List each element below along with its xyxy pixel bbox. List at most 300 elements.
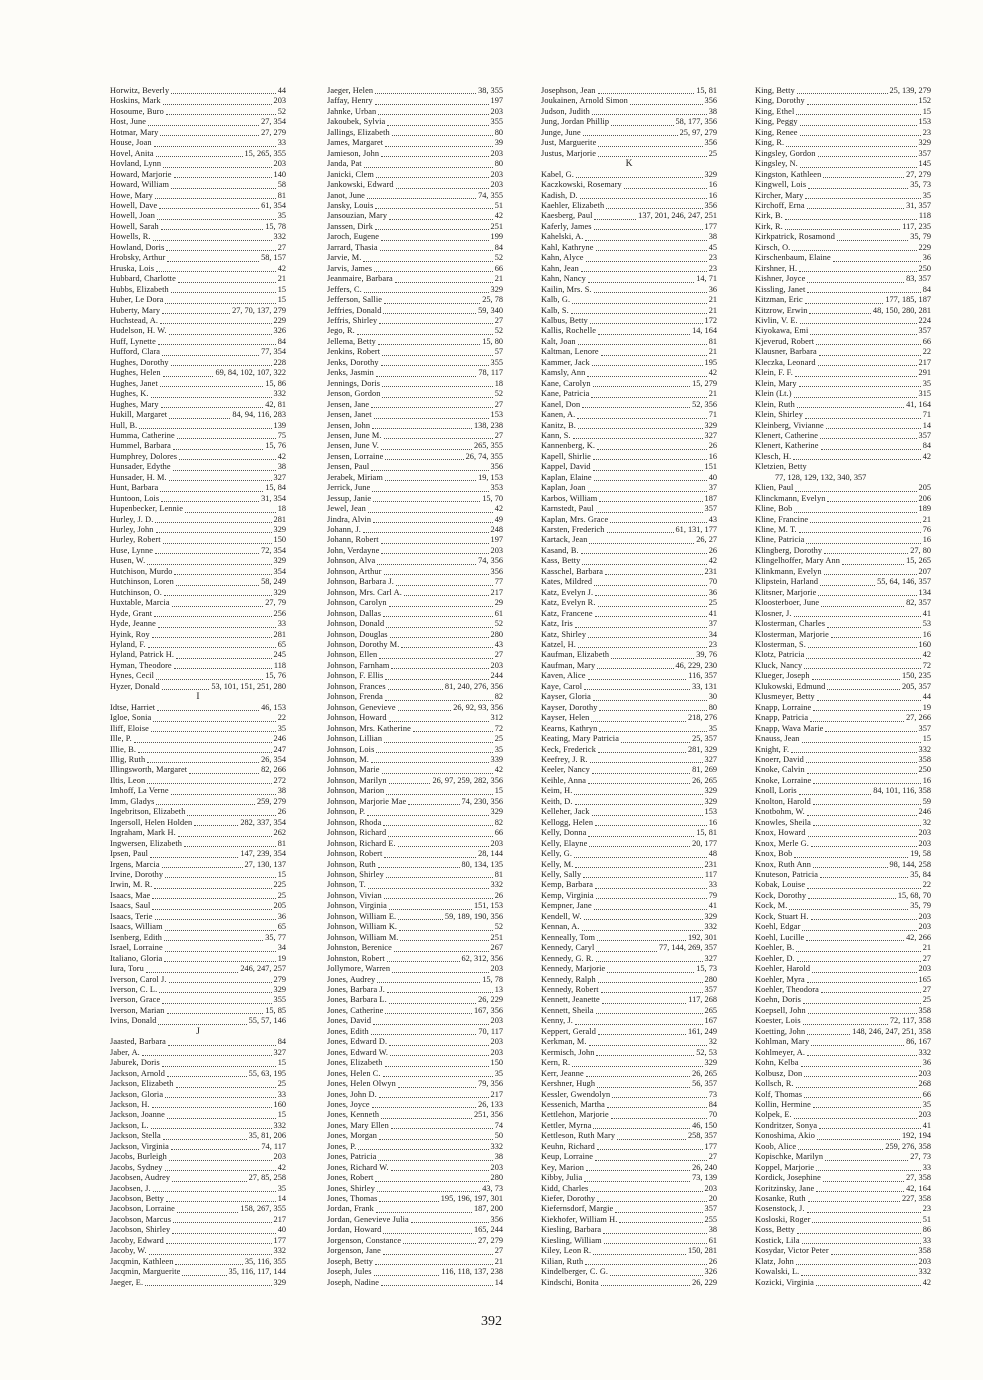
- entry-pages: 203: [273, 96, 286, 106]
- entry-pages: 22: [277, 713, 286, 723]
- entry-name: Iverson, Marian: [110, 1005, 165, 1015]
- dot-leader: [384, 438, 493, 439]
- dot-leader: [173, 1222, 271, 1223]
- index-entry: [327, 943, 503, 953]
- index-entry: [110, 713, 286, 723]
- index-entry: [327, 431, 503, 441]
- entry-name: Klesch, H.: [755, 451, 792, 461]
- entry-pages: 15, 86: [265, 378, 286, 388]
- entry-name: Kaufman, Mary: [541, 660, 596, 670]
- entry-pages: 140: [273, 169, 286, 179]
- index-entry: [541, 1069, 717, 1079]
- entry-pages: 27, 70, 137, 279: [232, 305, 286, 315]
- entry-name: Johnson, Ellen: [327, 650, 378, 660]
- dot-leader: [151, 1128, 272, 1129]
- entry-name: Knotbohm, W.: [755, 807, 805, 817]
- index-entry: [541, 954, 717, 964]
- dot-leader: [794, 616, 921, 617]
- dot-leader: [805, 418, 921, 419]
- entry-name: Jacqmin, Kathleen: [110, 1256, 174, 1266]
- entry-name: Jewel, Jean: [327, 504, 366, 514]
- dot-leader: [593, 700, 707, 701]
- index-entry: [110, 1225, 286, 1235]
- dot-leader: [160, 386, 263, 387]
- index-entry: [327, 483, 503, 493]
- entry-pages: 81, 240, 276, 356: [444, 681, 503, 691]
- entry-name: Jenks, Dorothy: [327, 357, 379, 367]
- entry-pages: 15, 80: [482, 336, 503, 346]
- entry-pages: 82: [494, 817, 503, 827]
- entry-pages: 258, 357: [687, 1131, 717, 1141]
- dot-leader: [807, 982, 917, 983]
- entry-name: Katz, Iris: [541, 619, 573, 629]
- index-entry: [327, 598, 503, 608]
- entry-pages: 152: [918, 96, 931, 106]
- dot-leader: [588, 679, 687, 680]
- entry-pages: 177: [704, 221, 717, 231]
- entry-name: Kahn, Nancy: [541, 274, 586, 284]
- index-entry: [541, 640, 717, 650]
- dot-leader: [797, 961, 921, 962]
- index-entry: [541, 274, 717, 284]
- dot-leader: [597, 668, 673, 669]
- index-entry: [327, 316, 503, 326]
- index-entry: [327, 379, 503, 389]
- index-entry: [755, 347, 931, 357]
- entry-pages: 177: [273, 1235, 286, 1245]
- entry-pages: 55, 57, 146: [248, 1016, 286, 1026]
- index-entry: [327, 891, 503, 901]
- index-entry: [110, 243, 286, 253]
- index-entry: [755, 1121, 931, 1131]
- dot-leader: [395, 282, 493, 283]
- entry-pages: 187, 200: [473, 1204, 503, 1214]
- dot-leader: [367, 815, 488, 816]
- entry-pages: 26, 229: [478, 995, 503, 1005]
- dot-leader: [599, 710, 706, 711]
- dot-leader: [386, 627, 492, 628]
- entry-name: Imm, Gladys: [110, 796, 155, 806]
- entry-pages: 52: [494, 389, 503, 399]
- entry-name: Hyde, Grant: [110, 608, 153, 618]
- entry-name: Hurley, J. D.: [110, 514, 154, 524]
- index-entry: [755, 316, 931, 326]
- entry-name: Jackson, H.: [110, 1099, 150, 1109]
- entry-name: Klitsner, Marjorie: [755, 587, 817, 597]
- entry-pages: 28, 144: [478, 849, 503, 859]
- index-entry: [755, 995, 931, 1005]
- entry-name: Jollymore, Warren: [327, 964, 391, 974]
- entry-pages: 37: [708, 483, 717, 493]
- entry-pages: 27, 130, 137: [244, 859, 286, 869]
- index-entry: [110, 786, 286, 796]
- index-entry: [327, 1236, 503, 1246]
- index-entry: [541, 222, 717, 232]
- entry-name: Kaye, Carol: [541, 681, 583, 691]
- dot-leader: [159, 208, 259, 209]
- index-entry: [755, 1027, 931, 1037]
- dot-leader: [363, 532, 489, 533]
- index-entry: [541, 1027, 717, 1037]
- dot-leader: [169, 480, 272, 481]
- entry-pages: 65: [277, 640, 286, 650]
- index-entry: [541, 285, 717, 295]
- dot-leader: [174, 177, 272, 178]
- entry-name: Isaacs, Saul: [110, 901, 151, 911]
- entry-pages: 40: [277, 1225, 286, 1235]
- entry-name: Irvine, Dorothy: [110, 869, 164, 879]
- entry-pages: 25: [277, 1079, 286, 1089]
- entry-pages: 35, 116, 355: [244, 1256, 286, 1266]
- dot-leader: [157, 710, 259, 711]
- index-entry: [541, 441, 717, 451]
- entry-name: Knoerr, David: [755, 755, 804, 764]
- index-entry: [541, 410, 717, 420]
- entry-name: Klingberg, Dorothy: [755, 545, 823, 555]
- dot-leader: [385, 1013, 472, 1014]
- entry-pages: 262: [273, 828, 286, 838]
- dot-leader: [155, 919, 276, 920]
- dot-leader: [387, 125, 488, 126]
- index-entry: [755, 901, 931, 911]
- index-entry: [327, 567, 503, 577]
- entry-name: Illie, B.: [110, 744, 137, 754]
- entry-name: Kindelberger, C. G.: [541, 1267, 609, 1277]
- dot-leader: [827, 627, 921, 628]
- index-entry: [327, 1048, 503, 1058]
- entry-name: Jaburek, Doris: [110, 1058, 160, 1068]
- entry-pages: 16: [922, 629, 931, 639]
- dot-leader: [811, 919, 917, 920]
- dot-leader: [786, 146, 916, 147]
- entry-pages: 329: [704, 420, 717, 430]
- index-entry: [327, 264, 503, 274]
- entry-pages: 247: [273, 744, 286, 754]
- dot-leader: [805, 303, 884, 304]
- entry-name: Kock, Stuart H.: [755, 911, 809, 921]
- index-entry: [541, 306, 717, 316]
- index-entry: [541, 264, 717, 274]
- entry-name: Ingebritson, Elizabeth: [110, 807, 186, 817]
- dot-leader: [364, 292, 489, 293]
- dot-leader: [382, 773, 493, 774]
- index-entry: [327, 1121, 503, 1131]
- entry-pages: 280: [490, 629, 503, 639]
- entry-name: Kingston, Kathleen: [755, 169, 822, 179]
- index-entry: [327, 849, 503, 859]
- entry-name: Kline, Francine: [755, 514, 809, 524]
- dot-leader: [169, 1160, 272, 1161]
- index-entry: [755, 755, 931, 765]
- index-entry: [110, 619, 286, 629]
- entry-name: Johnson, Carolyn: [327, 598, 387, 608]
- index-entry: [327, 745, 503, 755]
- entry-pages: 205: [273, 901, 286, 911]
- index-entry: [327, 128, 503, 138]
- entry-pages: 69, 84, 102, 107, 322: [215, 368, 286, 378]
- dot-leader: [384, 303, 480, 304]
- dot-leader: [573, 438, 703, 439]
- dot-leader: [168, 1045, 276, 1046]
- dot-leader: [584, 689, 690, 690]
- entry-name: Hull, B.: [110, 420, 138, 430]
- dot-leader: [390, 1055, 488, 1056]
- entry-pages: 41: [922, 1120, 931, 1130]
- dot-leader: [615, 1212, 702, 1213]
- entry-name: Kelly, Sally: [541, 869, 582, 879]
- entry-pages: 27, 279: [906, 169, 931, 179]
- entry-pages: 281: [273, 514, 286, 524]
- index-entry: [327, 954, 503, 964]
- entry-name: Kibby, Julia: [541, 1173, 583, 1183]
- index-entry: [110, 149, 286, 159]
- entry-name: Jenson, Gordon: [327, 389, 381, 399]
- entry-pages: 26, 265: [692, 1068, 717, 1078]
- entry-pages: 192, 301: [687, 932, 717, 942]
- index-entry: [541, 598, 717, 608]
- dot-leader: [158, 1024, 246, 1025]
- index-entry: [110, 1267, 286, 1277]
- dot-leader: [804, 1076, 916, 1077]
- index-entry: [755, 912, 931, 922]
- entry-pages: 53, 101, 151, 251, 280: [211, 681, 286, 691]
- dot-leader: [818, 595, 916, 596]
- entry-pages: 52: [494, 619, 503, 629]
- entry-name: Johnson, Marion: [327, 786, 385, 796]
- entry-name: Jensen, Jane: [327, 399, 370, 409]
- entry-name: Huff, Lynette: [110, 336, 156, 346]
- entry-pages: 61: [494, 608, 503, 618]
- entry-name: Josephson, Jean: [541, 86, 596, 95]
- entry-name: Hyde, Jeanne: [110, 619, 156, 629]
- entry-name: Keck, Frederick: [541, 744, 596, 754]
- index-entry: [110, 483, 286, 493]
- index-entry: [541, 1246, 717, 1256]
- entry-name: Jacobs, Burleigh: [110, 1152, 167, 1162]
- entry-name: Kitzrow, Erwin: [755, 305, 808, 315]
- entry-name: Hunsader, Edythe: [110, 462, 171, 472]
- entry-pages: 165: [918, 974, 931, 984]
- entry-pages: 280: [704, 974, 717, 984]
- index-entry: [541, 128, 717, 138]
- index-entry: [327, 1225, 503, 1235]
- index-entry: [327, 1152, 503, 1162]
- entry-name: Kohlman, Mary: [755, 1037, 810, 1047]
- index-entry: [541, 713, 717, 723]
- index-entry: [327, 1267, 503, 1277]
- entry-name: Hovland, Lynn: [110, 159, 162, 169]
- entry-name: Kadish, D.: [541, 190, 578, 200]
- entry-pages: 27: [494, 399, 503, 409]
- entry-name: King, Betty: [755, 86, 795, 95]
- entry-name: Kirk, B.: [755, 211, 783, 221]
- entry-name: Knight, F.: [755, 744, 790, 754]
- index-entry: [541, 912, 717, 922]
- index-entry: [327, 765, 503, 775]
- dot-leader: [161, 229, 263, 230]
- entry-pages: 15, 73: [696, 964, 717, 974]
- entry-pages: 23: [922, 127, 931, 137]
- index-entry: [327, 577, 503, 587]
- dot-leader: [598, 93, 695, 94]
- index-entry: [755, 734, 931, 744]
- entry-pages: 217: [490, 1089, 503, 1099]
- dot-leader: [819, 1128, 921, 1129]
- entry-pages: 165, 244: [473, 1225, 503, 1235]
- dot-leader: [602, 1003, 686, 1004]
- index-entry: [755, 975, 931, 985]
- index-entry: [755, 389, 931, 399]
- entry-pages: 80: [494, 127, 503, 137]
- entry-pages: 353: [490, 483, 503, 493]
- dot-leader: [184, 846, 276, 847]
- dot-leader: [158, 344, 276, 345]
- entry-pages: 358: [918, 1005, 931, 1015]
- entry-pages: 72, 354: [261, 545, 286, 555]
- entry-name: Johnson, Rhoda: [327, 817, 382, 827]
- dot-leader: [156, 156, 243, 157]
- entry-name: Howard, Marjorie: [110, 169, 172, 179]
- index-entry: [755, 650, 931, 660]
- entry-pages: 15: [277, 295, 286, 305]
- dot-leader: [371, 762, 489, 763]
- dot-leader: [381, 449, 472, 450]
- dot-leader: [386, 794, 492, 795]
- index-entry: [541, 232, 717, 242]
- index-entry: [110, 870, 286, 880]
- entry-pages: 58, 249: [261, 577, 286, 587]
- entry-name: Kaplan, Elaine: [541, 472, 592, 482]
- entry-name: Kabel, G.: [541, 169, 574, 179]
- entry-name: Kailin, Mrs. S.: [541, 284, 592, 294]
- entry-name: Johnson, Barbara J.: [327, 577, 394, 587]
- entry-pages: 205: [918, 483, 931, 493]
- dot-leader: [586, 1170, 690, 1171]
- dot-leader: [812, 1222, 920, 1223]
- index-entry: [110, 285, 286, 295]
- entry-pages: 26, 97, 259, 282, 356: [432, 775, 503, 785]
- dot-leader: [394, 951, 489, 952]
- entry-name: Howell, Sarah: [110, 221, 159, 231]
- entry-pages: 35, 79: [910, 232, 931, 242]
- index-entry: [541, 1204, 717, 1214]
- entry-pages: 150: [273, 535, 286, 545]
- entry-name: Kapell, Shirlie: [541, 451, 591, 461]
- index-entry: [110, 922, 286, 932]
- dot-leader: [575, 867, 702, 868]
- index-entry: [110, 1131, 286, 1141]
- index-entry: [110, 640, 286, 650]
- entry-pages: 75: [277, 430, 286, 440]
- dot-leader: [800, 125, 917, 126]
- dot-leader: [591, 397, 706, 398]
- index-entry: [541, 933, 717, 943]
- entry-pages: 332: [918, 1047, 931, 1057]
- dot-leader: [806, 762, 917, 763]
- entry-name: Knauss, Jean: [755, 734, 800, 744]
- dot-leader: [802, 1243, 921, 1244]
- index-entry: [327, 222, 503, 232]
- entry-pages: 195, 196, 197, 301: [440, 1194, 503, 1204]
- dot-leader: [392, 135, 493, 136]
- entry-name: Johnson, Frances: [327, 681, 386, 691]
- index-entry: [541, 849, 717, 859]
- dot-leader: [827, 689, 900, 690]
- entry-name: Klipstein, Harland: [755, 577, 819, 587]
- entry-name: Johnson, Arthur: [327, 566, 382, 576]
- entry-name: Ingersoll, Helen Holden: [110, 817, 193, 827]
- entry-pages: 32: [922, 817, 931, 827]
- entry-pages: 42: [708, 556, 717, 566]
- dot-leader: [385, 1066, 489, 1067]
- dot-leader: [179, 459, 276, 460]
- dot-leader: [166, 250, 275, 251]
- entry-name: Kosydar, Victor Peter: [755, 1246, 829, 1256]
- entry-name: Kane, Patricia: [541, 389, 590, 399]
- index-entry: [110, 462, 286, 472]
- dot-leader: [162, 867, 243, 868]
- entry-pages: 203: [490, 169, 503, 179]
- dot-leader: [603, 1233, 706, 1234]
- entry-pages: 72: [922, 660, 931, 670]
- index-entry: [541, 755, 717, 765]
- entry-name: Kern, R.: [541, 1058, 571, 1068]
- entry-name: Knapp, Lorraine: [755, 702, 812, 712]
- entry-name: Jones, Barbara J.: [327, 984, 385, 994]
- index-entry: [541, 243, 717, 253]
- dot-leader: [606, 208, 702, 209]
- dot-leader: [389, 909, 472, 910]
- entry-name: Jones, Kenneth: [327, 1110, 380, 1120]
- index-entry: [755, 515, 931, 525]
- entry-pages: 35, 116, 117, 144: [228, 1267, 286, 1277]
- entry-name: Isenberg, Edith: [110, 932, 163, 942]
- entry-pages: 327: [273, 472, 286, 482]
- entry-name: Klingelhoffer, Mary Ann: [755, 556, 840, 566]
- index-entry: [110, 201, 286, 211]
- index-entry: [110, 368, 286, 378]
- index-entry: [755, 1173, 931, 1183]
- entry-name: Kirschenbaum, Elaine: [755, 253, 831, 263]
- index-entry: [327, 149, 503, 159]
- index-entry: [327, 860, 503, 870]
- dot-leader: [387, 961, 460, 962]
- dot-leader: [793, 459, 920, 460]
- index-entry: [327, 1058, 503, 1068]
- dot-leader: [597, 1149, 703, 1150]
- dot-leader: [797, 407, 904, 408]
- dot-leader: [376, 1212, 472, 1213]
- entry-pages: 61, 354: [261, 200, 286, 210]
- entry-name: King, R.: [755, 138, 785, 148]
- entry-pages: 203: [918, 964, 931, 974]
- dot-leader: [149, 1254, 272, 1255]
- entry-name: Kane, Carolyn: [541, 378, 591, 388]
- dot-leader: [590, 323, 703, 324]
- entry-name: Kaehler, Elizabeth: [541, 200, 605, 210]
- entry-name: Jindra, Alvin: [327, 514, 372, 524]
- index-entry: [541, 1267, 717, 1277]
- entry-pages: 59, 189, 190, 356: [444, 911, 503, 921]
- entry-pages: 46, 229, 230: [675, 660, 717, 670]
- dot-leader: [607, 1107, 707, 1108]
- dot-leader: [162, 355, 259, 356]
- entry-pages: 25: [277, 890, 286, 900]
- index-entry: [755, 462, 931, 472]
- dot-leader: [794, 1118, 917, 1119]
- dot-leader: [139, 428, 271, 429]
- entry-name: Howard, William: [110, 180, 170, 190]
